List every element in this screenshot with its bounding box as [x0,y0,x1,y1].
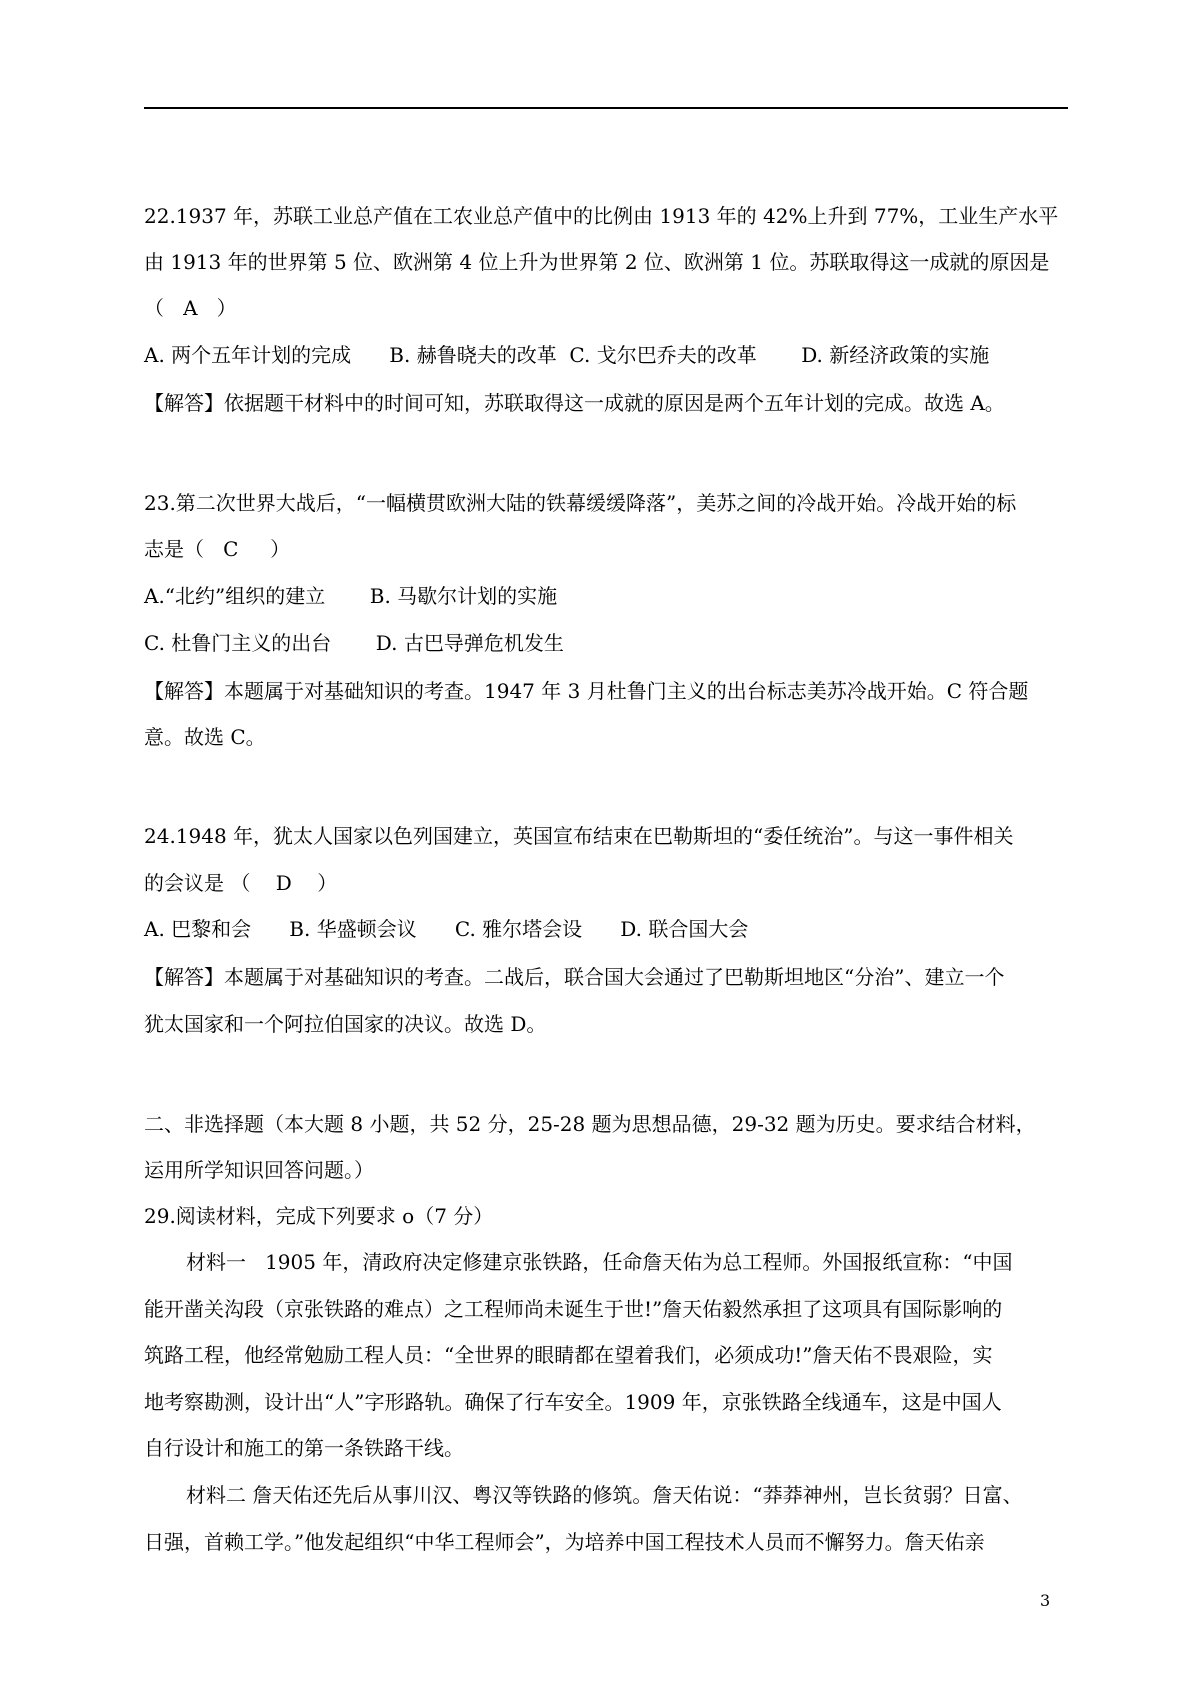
q24-explanation-line2: 犹太国家和一个阿拉伯国家的决议。故选 D。 [144,1012,547,1036]
q29-material1-line1: 材料一 1905 年，清政府决定修建京张铁路，任命詹天佑为总工程师。外国报纸宣称：“中国 [186,1250,1013,1274]
q29-title: 29.阅读材料，完成下列要求 o（7 分） [144,1204,494,1228]
q29-material1-line2: 能开凿关沟段（京张铁路的难点）之工程师尚未诞生于世!”詹天佑毅然承担了这项具有国际影响的 [144,1297,1003,1321]
q29-material1-line4: 地考察勘测，设计出“人”字形路轨。确保了行车安全。1909 年，京张铁路全线通车，这是中国人 [144,1390,1002,1414]
section2-heading-line2: 运用所学知识回答问题。） [144,1158,374,1182]
q22-explanation: 【解答】依据题干材料中的时间可知，苏联取得这一成就的原因是两个五年计划的完成。故选 A。 [144,391,1005,415]
page-number: 3 [1040,1591,1051,1610]
q23-stem-line2: 志是（ C ） [144,537,291,561]
q29-material2-line2: 日强，首赖工学。”他发起组织“中华工程师会”，为培养中国工程技术人员而不懈努力。詹天佑亲 [144,1530,985,1554]
q24-stem-line1: 24.1948 年，犹太人国家以色列国建立，英国宣布结束在巴勒斯坦的“委任统治”。与这一事件相关 [144,824,1014,848]
header-rule [144,107,1068,109]
q23-options-row1: A.“北约”组织的建立 B. 马歇尔计划的实施 [144,584,558,608]
q24-stem-line2: 的会议是 （ D ） [144,871,338,895]
q22-answer-blank: （ A ） [144,296,237,320]
q29-material2-line1: 材料二 詹天佑还先后从事川汉、粤汉等铁路的修筑。詹天佑说：“莽莽神州，岂长贫弱？日富、 [186,1483,1023,1507]
section2-heading-line1: 二、非选择题（本大题 8 小题，共 52 分，25-28 题为思想品德，29-32 题为历史。要求结合材料， [144,1112,1036,1136]
q23-explanation-line1: 【解答】本题属于对基础知识的考查。1947 年 3 月杜鲁门主义的出台标志美苏冷战开始。C 符合题 [144,679,1029,703]
q24-explanation-line1: 【解答】本题属于对基础知识的考查。二战后，联合国大会通过了巴勒斯坦地区“分治”、建立一个 [144,965,1005,989]
q23-explanation-line2: 意。故选 C。 [144,725,266,749]
q22-stem-line2: 由 1913 年的世界第 5 位、欧洲第 4 位上升为世界第 2 位、欧洲第 1 位。苏联取得这一成就的原因是 [144,250,1050,274]
q22-stem-line1: 22.1937 年，苏联工业总产值在工农业总产值中的比例由 1913 年的 42%上升到 77%，工业生产水平 [144,204,1059,228]
q23-options-row2: C. 杜鲁门主义的出台 D. 古巴导弹危机发生 [144,631,564,655]
q29-material1-line3: 筑路工程，他经常勉励工程人员：“全世界的眼睛都在望着我们，必须成功!”詹天佑不畏艰险，实 [144,1343,993,1367]
q22-options: A. 两个五年计划的完成 B. 赫鲁晓夫的改革 C. 戈尔巴乔夫的改革 D. 新经济政策的实施 [144,343,990,367]
q23-stem-line1: 23.第二次世界大战后，“一幅横贯欧洲大陆的铁幕缓缓降落”，美苏之间的冷战开始。冷战开始的标 [144,491,1017,515]
q24-options: A. 巴黎和会 B. 华盛顿会议 C. 雅尔塔会设 D. 联合国大会 [144,917,749,941]
q29-material1-line5: 自行设计和施工的第一条铁路干线。 [144,1436,464,1460]
